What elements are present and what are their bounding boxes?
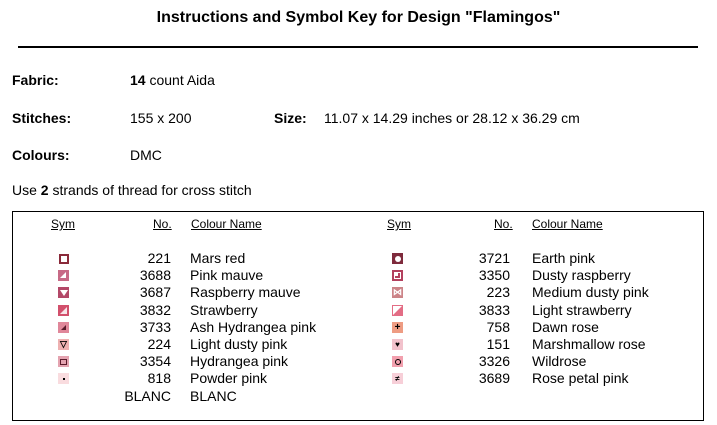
colour-name: Hydrangea pink	[190, 353, 289, 370]
name-header-left: Colour Name	[191, 217, 262, 231]
colour-number: 818	[147, 370, 171, 387]
hash-icon: ≠	[392, 373, 403, 384]
half-triangle-icon	[392, 305, 403, 316]
small-triangle-icon	[58, 322, 69, 333]
sym-header-left: Sym	[51, 217, 75, 231]
colour-name: Powder pink	[190, 370, 268, 387]
colour-name: Wildrose	[532, 353, 587, 370]
colour-number: 3833	[478, 301, 510, 318]
colour-number: BLANC	[124, 387, 171, 404]
fabric-value	[130, 72, 215, 88]
no-header-left: No.	[153, 217, 172, 231]
page-title: Instructions and Symbol Key for Design "Flamingos"	[156, 9, 561, 26]
fabric-type: count Aida	[149, 72, 215, 88]
outline-triangle-icon: ▽	[58, 339, 69, 350]
colour-number: 3689	[478, 370, 510, 387]
inner-square-icon	[58, 356, 69, 367]
colour-number: 3354	[139, 353, 171, 370]
colour-number: 224	[147, 336, 171, 352]
colour-number: 3688	[139, 267, 171, 284]
heart-icon: ♥	[392, 339, 403, 350]
dot-icon	[58, 373, 69, 384]
right-triangle-icon	[58, 305, 69, 316]
colour-number: 3326	[478, 353, 510, 370]
colour-name: Rose petal pink	[532, 370, 629, 387]
instruction-post: strands of thread for cross stitch	[52, 182, 252, 198]
corner-triangle-icon	[58, 270, 69, 281]
colour-name: Dawn rose	[532, 318, 599, 335]
stitches-label: Stitches:	[12, 110, 72, 126]
colour-number: 3350	[478, 267, 510, 284]
colour-number: 223	[486, 284, 510, 301]
fabric-label: Fabric:	[12, 72, 59, 88]
stitches-value: 155 x 200	[130, 110, 192, 126]
strand-count: 2	[40, 182, 49, 198]
colour-name: Dusty raspberry	[532, 267, 631, 284]
ring-icon	[392, 356, 403, 367]
colour-name: Raspberry mauve	[190, 284, 301, 301]
no-header-right: No.	[494, 217, 513, 231]
colour-number: 3721	[478, 250, 510, 266]
colour-name: Strawberry	[190, 301, 258, 318]
circle-icon	[392, 253, 403, 264]
title-divider	[18, 46, 698, 48]
symbol-key-table	[12, 211, 704, 421]
quarter-square-icon	[392, 270, 403, 281]
instruction-pre: Use	[12, 182, 37, 198]
colour-number: 758	[486, 318, 510, 335]
plus-icon: +	[392, 322, 403, 333]
down-triangle-icon	[58, 287, 69, 298]
colour-name: Medium dusty pink	[532, 284, 649, 301]
colour-name: Marshmallow rose	[532, 336, 646, 352]
colours-value: DMC	[130, 147, 162, 163]
colour-name: BLANC	[190, 387, 237, 404]
colour-name: Earth pink	[532, 250, 596, 266]
name-header-right: Colour Name	[532, 217, 603, 231]
colour-number: 221	[147, 250, 171, 266]
colour-name: Ash Hydrangea pink	[190, 318, 317, 335]
colour-name: Mars red	[190, 250, 246, 266]
fabric-count: 14	[130, 72, 146, 88]
square-outline-icon	[58, 253, 69, 264]
colour-number: 3733	[139, 318, 171, 335]
colour-name: Light strawberry	[532, 301, 632, 318]
blank-icon	[58, 391, 69, 402]
colour-name: Light dusty pink	[190, 336, 288, 352]
colour-number: 3832	[139, 301, 171, 318]
size-value: 11.07 x 14.29 inches or 28.12 x 36.29 cm	[324, 110, 580, 126]
colour-number: 3687	[139, 284, 171, 301]
size-label: Size:	[274, 110, 307, 126]
colour-number: 151	[486, 336, 510, 352]
bowtie-icon: ⋈	[393, 287, 402, 298]
sym-header-right: Sym	[387, 217, 411, 231]
colours-label: Colours:	[12, 147, 70, 163]
instruction-text	[12, 182, 252, 198]
colour-name: Pink mauve	[190, 267, 264, 284]
